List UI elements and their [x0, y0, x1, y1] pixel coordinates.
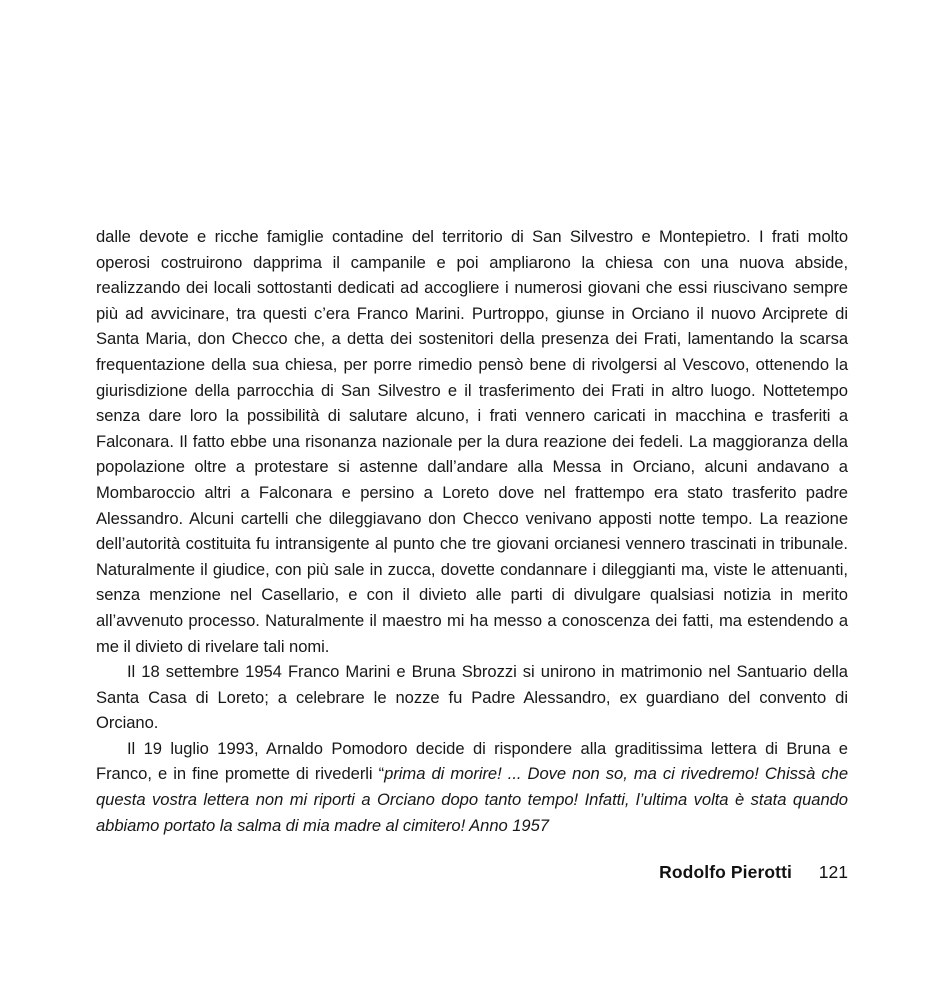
- pomodoro-letter-quote: prima di morire! ... Dove non so, ma ci rivedremo! Chissà che questa vostra lettera non mi riporti a Orciano dopo tanto tempo! Infatti, l’ultima volta è stata quando abbiamo portato la salma di mia madre al cimitero! Anno 1957: [96, 764, 848, 835]
- paragraph-body-2: Il 18 settembre 1954 Franco Marini e Bruna Sbrozzi si unirono in matrimonio nel Santuario della Santa Casa di Loreto; a celebrare le nozze fu Padre Alessandro, ex guardiano del convento di Orciano.: [96, 662, 848, 733]
- paragraph-3-lead: Il 19 luglio 1993, Arnaldo Pomodoro decide di rispondere alla graditissima lettera di Bruna e Franco, e in fine promette di rivederli “: [96, 738, 848, 784]
- page-number: 121: [818, 862, 848, 882]
- page-text-block: [96, 224, 848, 838]
- author-byline: Rodolfo Pierotti: [659, 862, 792, 882]
- paragraph-body-1: dalle devote e ricche famiglie contadine del territorio di San Silvestro e Montepietro. I frati molto operosi costruirono dapprima il campanile e poi ampliarono la chiesa con una nuova abside, realizzando dei locali sottostanti dedicati ad accogliere i numerosi giovani che essi riuscivano sempre più ad avvicinare, tra questi c’era Franco Marini. Purtroppo, giunse in Orciano il nuovo Arciprete di Santa Maria, don Checco che, a detta dei sostenitori della presenza dei Frati, lamentando la scarsa frequentazione della sua chiesa, per porre rimedio pensò bene di rivolgersi al Vescovo, ottenendo la giurisdizione della parrocchia di San Silvestro e il trasferimento dei Frati in altro luogo. Nottetempo senza dare loro la possibilità di salutare alcuno, i frati vennero caricati in macchina e trasferiti a Falconara. Il fatto ebbe una risonanza nazionale per la dura reazione dei fedeli. La maggioranza della popolazione oltre a protestare si astenne dall’andare alla Messa in Orciano, alcuni andavano a Mombaroccio altri a Falconara e persino a Loreto dove nel frattempo era stato trasferito padre Alessandro. Alcuni cartelli che dileggiavano don Checco venivano apposti notte tempo. La reazione dell’autorità costituita fu intransigente al punto che tre giovani orcianesi vennero trascinati in tribunale. Naturalmente il giudice, con più sale in zucca, dovette condannare i dileggianti ma, viste le attenuanti, senza menzione nel Casellario, e con il divieto alle parti di divulgare qualsiasi notizia in merito all’avvenuto processo. Naturalmente il maestro mi ha messo a conoscenza dei fatti, ma estendendo a me il divieto di rivelare tali nomi.: [96, 227, 848, 656]
- page-footer: [96, 862, 848, 883]
- paragraph-body-3: [96, 736, 848, 838]
